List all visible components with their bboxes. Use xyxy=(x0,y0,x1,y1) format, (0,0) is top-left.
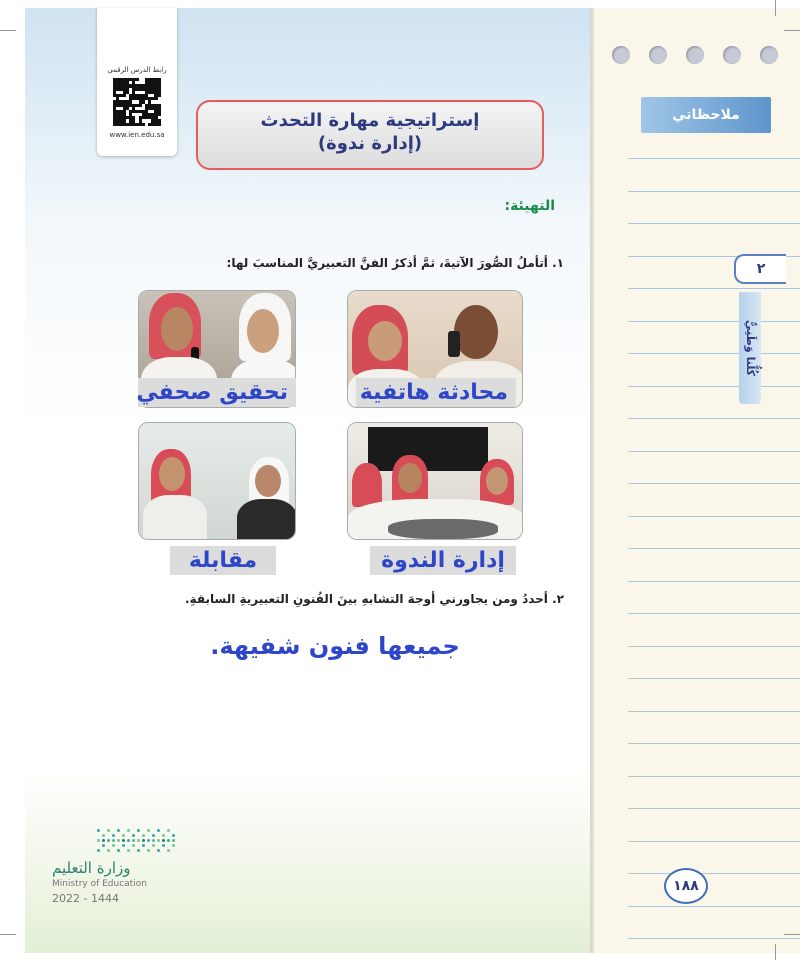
crop-mark xyxy=(775,0,776,16)
crop-mark xyxy=(0,934,16,935)
ministry-logo xyxy=(52,828,212,905)
lesson-title: إستراتيجية مهارة التحدث xyxy=(260,110,480,131)
answer-journalism: تحقيق صحفي xyxy=(138,378,296,407)
qr-label: رابط الدرس الرقمي xyxy=(107,66,167,74)
crop-mark xyxy=(0,30,16,31)
binder-hole-icon xyxy=(649,46,667,64)
unit-number: ٢ xyxy=(734,254,786,284)
qr-url[interactable]: www.ien.edu.sa xyxy=(109,130,165,139)
page-number: ١٨٨ xyxy=(664,868,708,904)
answer-seminar: إدارة الندوة xyxy=(370,546,516,575)
ministry-dots-icon xyxy=(96,828,212,853)
question-2: ٢. أحددُ ومن يجاورني أوجهَ التشابهِ بينَ الفُنونِ التعبيريةِ السابقةِ. xyxy=(185,592,564,606)
binder-hole-icon xyxy=(612,46,630,64)
crop-mark xyxy=(784,934,800,935)
answer-interview: مقابلة xyxy=(170,546,276,575)
photo-seminar xyxy=(347,422,523,540)
qr-card[interactable] xyxy=(97,8,177,156)
binder-hole-icon xyxy=(760,46,778,64)
ministry-name-ar: وزارة التعليم xyxy=(52,859,131,877)
binder-holes xyxy=(612,46,792,68)
crop-mark xyxy=(784,30,800,31)
lesson-title-box xyxy=(196,100,544,170)
photo-interview xyxy=(138,422,296,540)
answer-phone-call: محادثة هاتفية xyxy=(356,378,516,407)
qr-code-icon[interactable] xyxy=(113,78,161,126)
question-1: ١. أتأملُ الصُّورَ الآتيةَ، ثمَّ أذكرُ الفنَّ التعبيريَّ المناسبَ لها: xyxy=(226,256,564,270)
ministry-name-en: Ministry of Education xyxy=(52,879,147,889)
unit-tab-title: كُلُّنا وَطَنِيٌّ xyxy=(744,319,757,377)
binder-hole-icon xyxy=(686,46,704,64)
binder-hole-icon xyxy=(723,46,741,64)
ministry-year: 2022 - 1444 xyxy=(52,892,119,905)
unit-tab xyxy=(739,292,761,404)
section-label: التهيئة: xyxy=(504,198,555,214)
crop-mark xyxy=(775,944,776,960)
notes-page xyxy=(594,8,800,953)
notes-header: ملاحظاتي xyxy=(641,97,771,133)
lesson-subtitle: (إدارة ندوة) xyxy=(317,133,423,154)
answer-2: جميعها فنون شفيهة. xyxy=(210,632,460,660)
